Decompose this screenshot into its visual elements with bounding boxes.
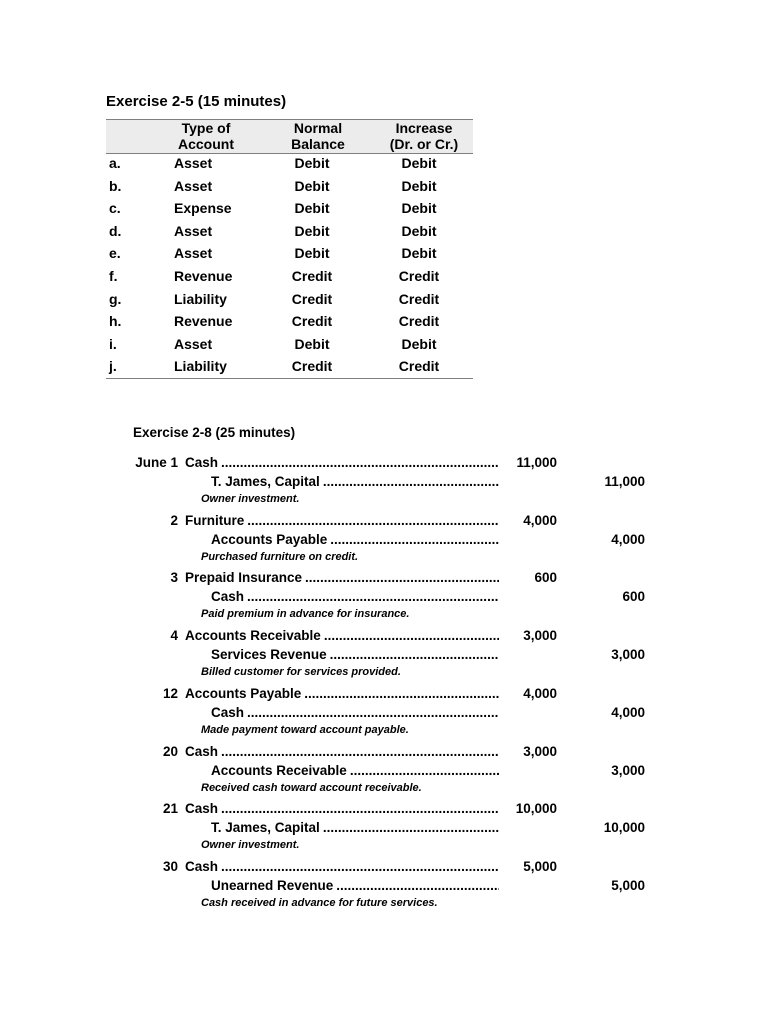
- entry-date: 4: [170, 628, 178, 644]
- debit-line: [185, 570, 499, 585]
- credit-amount: 3,000: [611, 647, 645, 663]
- leader-dots: [247, 705, 499, 720]
- credit-account: Accounts Receivable: [211, 762, 347, 778]
- header-normal-line1: Normal: [293, 120, 343, 136]
- header-type-line2: Account: [178, 136, 234, 152]
- entry-memo: Owner investment.: [201, 493, 300, 505]
- credit-line: [211, 878, 499, 893]
- leader-dots: [330, 647, 499, 662]
- debit-amount: 11,000: [516, 455, 557, 470]
- debit-amount: 3,000: [523, 628, 557, 644]
- debit-line: [185, 686, 499, 701]
- credit-amount: 11,000: [604, 474, 645, 489]
- credit-amount: 3,000: [611, 762, 645, 778]
- credit-amount: 5,000: [611, 877, 645, 893]
- row-account-type: Asset: [174, 177, 213, 194]
- row-letter: g.: [109, 290, 122, 307]
- credit-line: [211, 474, 499, 489]
- credit-line: [211, 532, 499, 547]
- header-normal-balance: [272, 120, 364, 152]
- debit-line: [185, 628, 499, 643]
- header-increase-line2: (Dr. or Cr.): [389, 136, 459, 152]
- row-letter: f.: [109, 268, 118, 284]
- row-account-type: Asset: [174, 245, 213, 262]
- credit-amount: 4,000: [611, 704, 645, 720]
- entry-memo: Cash received in advance for future services.: [201, 896, 438, 909]
- exercise-2-8-title: Exercise 2-8 (25 minutes): [133, 425, 296, 440]
- entry-memo: Received cash toward account receivable.: [201, 781, 422, 794]
- entry-date: 2: [170, 512, 178, 528]
- row-increase: Credit: [398, 268, 440, 284]
- entry-date: June 1: [135, 455, 178, 470]
- leader-dots: [221, 455, 499, 470]
- entry-date: 3: [170, 570, 178, 586]
- credit-amount: 10,000: [603, 820, 645, 836]
- debit-account: Prepaid Insurance: [185, 570, 303, 586]
- row-account-type: Liability: [174, 290, 227, 307]
- entry-memo: Billed customer for services provided.: [201, 666, 401, 679]
- leader-dots: [247, 513, 499, 528]
- row-increase: Credit: [398, 358, 440, 375]
- leader-dots: [350, 763, 499, 778]
- row-letter: j.: [109, 358, 117, 375]
- entry-memo: Owner investment.: [201, 839, 300, 852]
- debit-line: [185, 513, 499, 528]
- debit-amount: 10,000: [515, 801, 557, 817]
- credit-account: Unearned Revenue: [211, 877, 334, 893]
- debit-account: Cash: [185, 455, 219, 470]
- leader-dots: [323, 820, 499, 835]
- debit-amount: 600: [534, 570, 557, 586]
- entry-date: 20: [162, 743, 178, 759]
- row-normal-balance: Credit: [291, 313, 333, 330]
- row-increase: Debit: [401, 200, 437, 217]
- row-letter: b.: [109, 177, 122, 194]
- row-letter: h.: [109, 313, 122, 330]
- row-letter: c.: [109, 200, 121, 217]
- debit-amount: 5,000: [523, 858, 557, 874]
- leader-dots: [336, 878, 499, 893]
- credit-account: T. James, Capital: [211, 474, 320, 489]
- debit-line: [185, 744, 499, 759]
- row-letter: a.: [109, 155, 121, 171]
- header-increase: [378, 120, 470, 152]
- leader-dots: [323, 474, 499, 489]
- row-normal-balance: Debit: [294, 200, 330, 217]
- debit-account: Cash: [185, 858, 219, 874]
- row-increase: Debit: [401, 245, 437, 262]
- debit-amount: 3,000: [523, 743, 557, 759]
- row-increase: Debit: [401, 177, 437, 194]
- exercise-2-5-title: Exercise 2-5 (15 minutes): [106, 93, 287, 110]
- row-increase: Debit: [401, 155, 437, 171]
- row-account-type: Revenue: [174, 268, 233, 284]
- header-increase-line1: Increase: [395, 120, 453, 136]
- entry-memo: Purchased furniture on credit.: [201, 550, 359, 563]
- row-letter: d.: [109, 222, 122, 239]
- row-normal-balance: Debit: [294, 155, 330, 171]
- header-normal-line2: Balance: [291, 136, 345, 152]
- row-account-type: Asset: [174, 155, 213, 171]
- debit-account: Cash: [185, 801, 219, 817]
- row-account-type: Expense: [174, 200, 232, 217]
- row-account-type: Liability: [174, 358, 227, 375]
- credit-amount: 600: [622, 589, 645, 605]
- row-normal-balance: Credit: [291, 358, 333, 375]
- row-account-type: Revenue: [174, 313, 233, 330]
- leader-dots: [330, 532, 499, 547]
- row-normal-balance: Credit: [291, 268, 333, 284]
- row-normal-balance: Debit: [294, 222, 330, 239]
- credit-line: [211, 589, 499, 604]
- debit-account: Cash: [185, 743, 219, 759]
- entry-memo: Made payment toward account payable.: [201, 723, 409, 736]
- credit-line: [211, 705, 499, 720]
- header-type-of-account: [160, 120, 252, 152]
- debit-account: Accounts Receivable: [185, 628, 321, 644]
- credit-account: Cash: [211, 704, 245, 720]
- credit-line: [211, 820, 499, 835]
- entry-date: 21: [162, 801, 178, 817]
- leader-dots: [324, 628, 499, 643]
- credit-account: T. James, Capital: [211, 820, 320, 836]
- credit-line: [211, 647, 499, 662]
- credit-amount: 4,000: [611, 531, 645, 547]
- row-letter: i.: [109, 335, 117, 352]
- entry-memo: Paid premium in advance for insurance.: [201, 608, 410, 621]
- row-normal-balance: Debit: [294, 177, 330, 194]
- table-header-rule: [106, 153, 473, 154]
- debit-line: [185, 455, 499, 470]
- debit-account: Accounts Payable: [185, 685, 302, 701]
- row-letter: e.: [109, 245, 121, 262]
- leader-dots: [247, 589, 499, 604]
- table-bottom-rule: [106, 378, 473, 379]
- credit-account: Accounts Payable: [211, 531, 328, 547]
- debit-line: [185, 859, 499, 874]
- credit-line: [211, 763, 499, 778]
- credit-account: Cash: [211, 589, 245, 605]
- leader-dots: [305, 570, 499, 585]
- header-type-line1: Type of: [181, 120, 231, 136]
- leader-dots: [221, 744, 499, 759]
- debit-account: Furniture: [185, 512, 245, 528]
- leader-dots: [221, 859, 499, 874]
- entry-date: 30: [162, 858, 178, 874]
- row-account-type: Asset: [174, 335, 213, 352]
- row-account-type: Asset: [174, 222, 213, 239]
- row-increase: Debit: [401, 222, 437, 239]
- row-normal-balance: Debit: [294, 245, 330, 262]
- leader-dots: [304, 686, 499, 701]
- debit-amount: 4,000: [523, 512, 557, 528]
- entry-date: 12: [162, 685, 178, 701]
- row-increase: Debit: [401, 335, 437, 352]
- row-normal-balance: Credit: [291, 290, 333, 307]
- row-increase: Credit: [398, 313, 440, 330]
- debit-line: [185, 801, 499, 816]
- row-normal-balance: Debit: [294, 335, 330, 352]
- credit-account: Services Revenue: [211, 647, 327, 663]
- row-increase: Credit: [398, 290, 440, 307]
- leader-dots: [221, 801, 499, 816]
- debit-amount: 4,000: [523, 685, 557, 701]
